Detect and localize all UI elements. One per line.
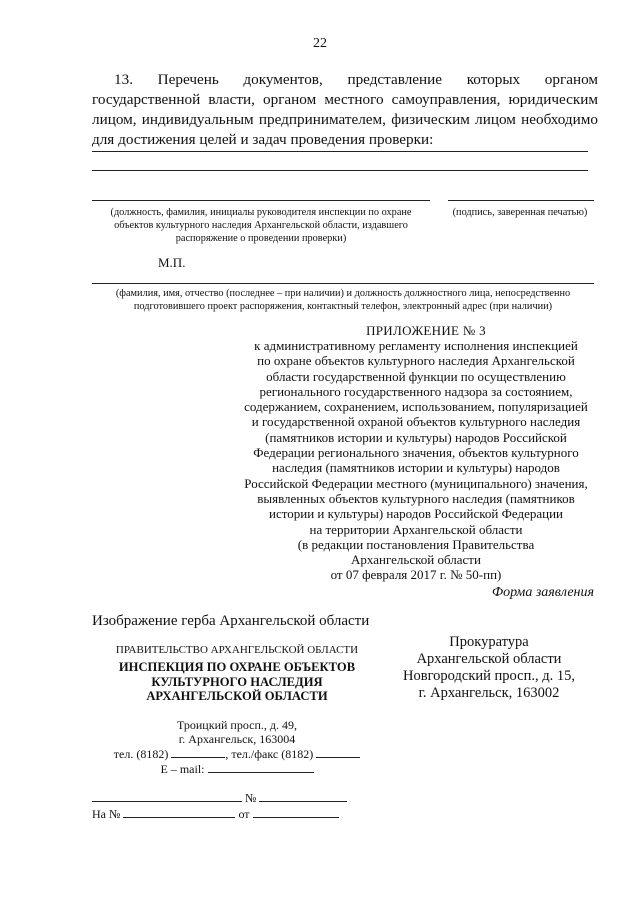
form-type-label: Форма заявления <box>491 585 594 600</box>
blank-line-1 <box>92 151 588 152</box>
appendix-line: и государственной охраной объектов культурного наследия <box>251 414 581 430</box>
address-street: Троицкий просп., д. 49, <box>177 718 297 732</box>
appendix-title: ПРИЛОЖЕНИЕ № 3 <box>366 323 486 338</box>
in-reply-row <box>92 806 372 822</box>
fax-label: , тел./факс (8182) <box>225 747 314 761</box>
appendix-line: Российской Федерации местного (муниципального) значения, <box>244 475 588 491</box>
page-number: 22 <box>313 36 327 51</box>
appendix-line: к административному регламенту исполнения инспекцией <box>254 338 578 353</box>
in-reply-label: На № <box>92 807 121 821</box>
address-city: г. Архангельск, 163004 <box>178 732 296 746</box>
phone-label: тел. (8182) <box>113 747 169 761</box>
emblem-placeholder: Изображение герба Архангельской области <box>92 613 370 629</box>
contact-email <box>92 761 382 776</box>
inspection-name-line: КУЛЬТУРНОГО НАСЛЕДИЯ <box>151 674 323 689</box>
preparer-line <box>92 283 594 284</box>
appendix-line: регионального государственного надзора за состоянием, <box>259 383 573 399</box>
appendix-line: (в редакции постановления Правительства <box>297 536 535 552</box>
recipient-line: г. Архангельск, 163002 <box>418 685 560 701</box>
in-reply-number-field <box>123 806 235 818</box>
in-reply-date-field <box>253 806 339 818</box>
signature-name-line <box>92 200 430 201</box>
preparer-caption: (фамилия, имя, отчество (последнее – при наличии) и должность должностного лица, непосредственно подготовившего проект распоряжения, контактный телефон, электронный адрес (при наличии) <box>115 288 571 312</box>
signature-sign-line <box>448 200 594 201</box>
appendix-line: выявленных объектов культурного наследия (памятников <box>257 490 575 506</box>
appendix-body <box>236 338 596 583</box>
appendix-line: (памятников истории и культуры) народов Российской <box>265 429 567 445</box>
outgoing-number-row <box>92 790 372 806</box>
appendix-line: Архангельской области <box>351 552 481 568</box>
appendix-line: наследия (памятников истории и культуры) народов <box>272 460 560 476</box>
section-13-first-line: 13. Перечень документов, представление которых органом <box>114 71 598 88</box>
phone-field <box>171 746 225 758</box>
number-label: № <box>245 791 257 805</box>
appendix-line: по охране объектов культурного наследия Архангельской <box>257 353 575 369</box>
inspection-name-line: АРХАНГЕЛЬСКОЙ ОБЛАСТИ <box>146 689 328 704</box>
section-13-paragraph <box>92 70 598 150</box>
signature-right-caption: (подпись, заверенная печатью) <box>452 207 588 218</box>
stamp-place-label: М.П. <box>158 255 186 270</box>
outgoing-number-field <box>259 790 347 802</box>
recipient-line: Архангельской области <box>416 651 562 667</box>
from-label: от <box>238 807 250 821</box>
government-name: ПРАВИТЕЛЬСТВО АРХАНГЕЛЬСКОЙ ОБЛАСТИ <box>115 644 359 656</box>
appendix-line: на территории Архангельской области <box>309 521 523 537</box>
appendix-line: Федерации регионального значения, объектов культурного <box>253 445 579 461</box>
outgoing-date-field <box>92 790 242 802</box>
inspection-name-line: ИНСПЕКЦИЯ ПО ОХРАНЕ ОБЪЕКТОВ <box>118 660 356 674</box>
recipient-line: Новгородский просп., д. 15, <box>403 668 575 684</box>
appendix-line: содержанием, сохранением, использованием, популяризацией <box>244 399 588 415</box>
inspection-name <box>92 660 382 704</box>
section-13-text: государственной власти, органом местного самоуправления, юридическим лицом, индивидуальным предпринимателем, физическим лицом необходимо для достижения целей и задач проведения проверки: <box>92 91 598 148</box>
recipient-line: Прокуратура <box>449 634 529 650</box>
fax-field <box>316 746 360 758</box>
appendix-line: области государственной функции по осуществлению <box>266 368 566 384</box>
contact-phones <box>92 746 382 761</box>
sender-address <box>92 718 382 776</box>
email-label: E – mail: <box>160 762 205 776</box>
signature-left-caption: (должность, фамилия, инициалы руководителя инспекции по охране объектов культурного наследия Архангельской области, издавшего распоряжение о проведении проверки) <box>110 207 412 244</box>
email-field <box>208 761 314 773</box>
appendix-line: от 07 февраля 2017 г. № 50-пп) <box>330 567 502 583</box>
recipient-address <box>380 634 598 702</box>
blank-line-2 <box>92 170 588 171</box>
appendix-line: истории и культуры) народов Российской Федерации <box>269 506 563 522</box>
